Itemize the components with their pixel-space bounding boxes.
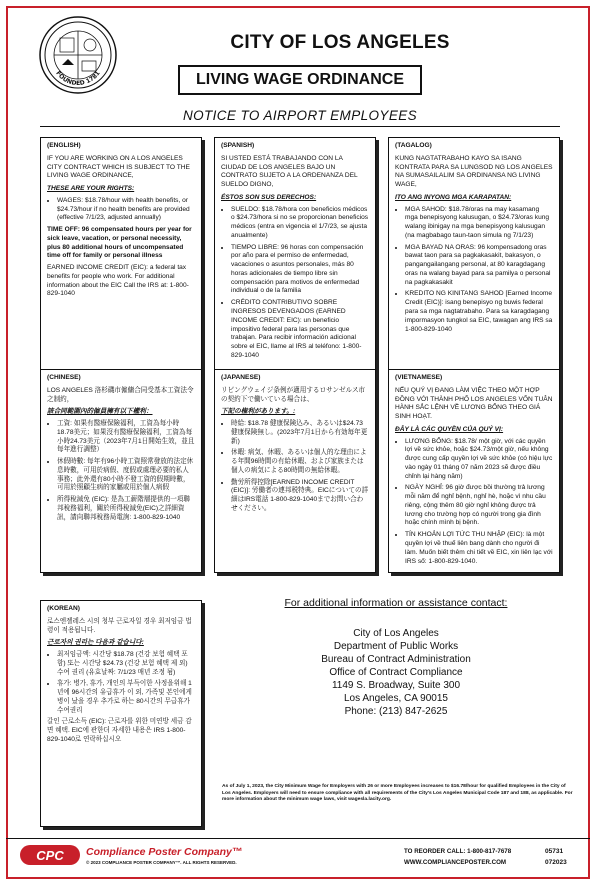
panel-korean [40, 600, 202, 827]
timeoff-item: • MGA BAYAD NA ORAS: 96 kompensadong oras bawat taon para sa pagkakasakit, bakasyon, o pangangailangang personal, at 80 karagdagang oras na walang bayad para sa pamilya o personal na pagkakasakit [405, 244, 553, 288]
wages-item: • WAGES: $18.78/hour with health benefits, or $24.73/hour if no health benefits are provided (effective 7/1/23, adjusted annually) [57, 197, 195, 223]
panel-english [40, 137, 202, 370]
website-link[interactable]: WWW.COMPLIANCEPOSTER.COM [404, 859, 507, 866]
eic-item: • TÍN KHOẢN LỢI TỨC THU NHẬP (EIC): là một quyền lợi về thuế liên bang dành cho người đi làm. Muốn biết thêm chi tiết về EIC, xin liên lạc với IRS số: 1-800-829-1040. [405, 531, 553, 566]
rights-heading: ĐÂY LÀ CÁC QUYỀN CỦA QUÝ VỊ: [395, 425, 504, 433]
city-seal-icon [38, 15, 118, 95]
timeoff-item: TIME OFF: 96 compensated hours per year for sick leave, vacation, or personal necessity, plus 80 additional hours of uncompensated time off for family or personal illness [47, 226, 192, 260]
poster-date: 072023 [545, 859, 567, 866]
timeoff-item: • 休假時數: 每年有96小時工資照常發放的法定休息時數，可用於病假、度假或處理必要的私人事務；此外還有80小時不發工資的假期時數，可用於照顧生病的家屬或用於個人病假 [57, 458, 195, 493]
notice-divider [40, 126, 560, 127]
footer-divider [6, 838, 590, 839]
panel-intro: LOS ANGELES 洛杉磯市僱傭合同受基本工資法令之制約， [47, 386, 194, 403]
panel-intro: IF YOU ARE WORKING ON A LOS ANGELES CITY CONTRACT WHICH IS SUBJECT TO THE LIVING WAGE ORDINANCE, [47, 154, 190, 180]
panel-spanish [214, 137, 376, 370]
wages-item: • LƯƠNG BỔNG: $18.78/ một giờ, với các quyền lợi về sức khỏe, hoặc $24.73/một giờ, nếu không được cung cấp quyền lợi về sức khỏe (có hiệu lực vào ngày 01 tháng 07 năm 2023 sẽ được điều chỉnh lại hàng năm) [405, 438, 553, 482]
contact-phone: Phone: (213) 847-2625 [344, 706, 448, 717]
panel-language: (CHINESE) [47, 374, 81, 381]
minimum-wage-footnote: As of July 1, 2023, the City Minimum Wage for Employers with 26 or more Employees increases to $16.78/hour for qualified Employees in the City of Los Angeles. Employers will need to ensure compliance with all requirements of the City's Los Angeles Municipal Code 187 and 188, as applicable. For more information about the minimum wage laws, visit wagesla.lacity.org. [222, 784, 573, 803]
timeoff-item: • TIEMPO LIBRE: 96 horas con compensación por año para el permiso de enfermedad, vacaciones o asuntos personales, más 80 horas adicionales de tiempo libre sin compensación para motivos de enfermedad individual o de la familia [231, 244, 369, 297]
contact-line: Bureau of Contract Administration [321, 654, 471, 665]
rights-heading: 下記の権利があります。: [221, 408, 296, 416]
page-title: CITY OF LOS ANGELES [230, 32, 450, 53]
panel-tagalog [388, 137, 560, 370]
ordinance-title: LIVING WAGE ORDINANCE [178, 65, 422, 95]
rights-heading: 該合同範圍內的僱員擁有以下權利： [47, 408, 153, 416]
wages-item: • 최저임금액: 시간당 $18.78 (건강 보험 혜택 포함) 또는 시간당 $24.73 (건강 보험 혜택 제 외) 수여 권리 (유효날짜: 7/1/23 매년 조정 됨) [57, 651, 195, 677]
rights-heading: ITO ANG INYONG MGA KARAPATAN: [395, 193, 512, 201]
contact-line: Department of Public Works [333, 641, 459, 652]
eic-item: • 所得稅減免 (EIC): 是為工薪階層提供的一項聯邦稅務福利，關於所得稅減免(EIC)之詳細資訊，請向聯邦稅務局電詢: 1-800-829-1040 [57, 496, 195, 522]
panel-language: (JAPANESE) [221, 374, 261, 381]
eic-item: • KREDITO NG KINITANG SAHOD [Earned Income Credit (EIC)]: isang benepisyo ng buwis federal para sa mga nagtatrabaho. Para sa karagdagang impormasyon tungkol sa EIC, tawagan ang IRS sa 1-800-829-1040 [405, 290, 553, 334]
rights-heading: THESE ARE YOUR RIGHTS: [47, 185, 135, 193]
panel-language: (KOREAN) [47, 605, 80, 612]
reorder-phone: TO REORDER CALL: 1-800-817-7678 [404, 848, 512, 855]
contact-line: Office of Contract Compliance [329, 667, 463, 678]
rights-heading: ÉSTOS SON SUS DERECHOS: [221, 193, 317, 201]
svg-text:FOUNDED 1781: FOUNDED 1781 [54, 69, 102, 88]
wages-item: • 時給: $18.78 健康保険込み、あるいは$24.73 健康保険無し。(2023年7月1日から有効毎年更新) [231, 420, 369, 446]
wages-item: • MGA SAHOD: $18.78/oras na may kasamang mga benepisyong kalusugan, o $24.73/oras kung walang ibinigay na mga benepisyong kalusugan (na magbabago taun-taon simula ng 7/1/23) [405, 206, 553, 241]
copyright-text: © 2023 COMPLIANCE POSTER COMPANY™. ALL RIGHTS RESERVED. [86, 860, 237, 865]
contact-heading: For additional information or assistance contact: [284, 597, 508, 609]
eic-item: • 勤労所得控除[EARNED INCOME CREDIT (EIC)]: 労働者の連邦税特典。EICについての詳細はIRS電話 1-800-829-1040までお問い合わせください。 [231, 479, 369, 514]
poster-code: 05731 [545, 848, 564, 855]
panel-language: (VIETNAMESE) [395, 374, 443, 381]
panel-vietnamese [388, 369, 560, 573]
panel-language: (SPANISH) [221, 142, 255, 149]
cpc-logo-icon [20, 844, 80, 866]
contact-line: Los Angeles, CA 90015 [344, 693, 448, 704]
panel-japanese [214, 369, 376, 573]
svg-text:CPC: CPC [36, 848, 64, 863]
panel-language: (TAGALOG) [395, 142, 432, 149]
eic-item: • CRÉDITO CONTRIBUTIVO SOBRE INGRESOS DEVENGADOS (EARNED INCOME CREDIT: EIC): un beneficio impositivo federal para las personas que trabajan. Para recibir información adicional sobre el EIC, llame al IRS al teléfono: 1-800-829-1040 [231, 299, 369, 360]
notice-heading: NOTICE TO AIRPORT EMPLOYEES [182, 108, 418, 123]
contact-block [216, 597, 576, 718]
panel-intro: 로스엔젤레스 시의 청부 근로자일 경우 최저임금 법령이 적용됩니다. [47, 617, 192, 634]
panel-intro: KUNG NAGTATRABAHO KAYO SA ISANG KONTRATA PARA SA LUNGSOD NG LOS ANGELES NA SUMASAILALIM SA ORDINANSA NG LIVING WAGE, [395, 154, 553, 189]
eic-item: EARNED INCOME CREDIT (EIC): a federal tax benefits for people who work. For additional information about the EIC Call the IRS at: 1-800-829-1040 [47, 264, 189, 298]
timeoff-item: • 休暇: 病気、休暇、あるいは個人的な理由による年間96時間の有給休暇、および家族または個人の病気による80時間の無給休暇。 [231, 449, 369, 475]
eic-item: 갈인 근로소득 (EIC): 근로자를 위한 미연방 세금 감면 혜택. EIC에 관한더 자세한 내용은 IRS 1-800-829-1040로 연락하십시오 [47, 718, 192, 743]
contact-line: 1149 S. Broadway, Suite 300 [331, 680, 461, 691]
wages-item: • SUELDO: $18.78/hora con beneficios médicos o $24.73/hora si no se proporcionan beneficios médicos (entra en vigencia el 1/7/23, se ajusta anualmente) [231, 206, 369, 241]
panel-intro: リビングウェイジ条例が適用するロサンゼルス市の契約下で働いている場合は、 [221, 386, 366, 403]
company-name: Compliance Poster Company™ [86, 846, 243, 858]
panel-language: (ENGLISH) [47, 142, 81, 149]
timeoff-item: • 휴가: 병가, 휴가, 개인의 부득이한 사정을위해 1년에 96시간의 유급휴가 이 외, 가족및 본인에게 병이 났을 경우 추가로 하는 80시간의 무급휴가 수여권리 [57, 680, 195, 715]
panel-intro: SI USTED ESTÁ TRABAJANDO CON LA CIUDAD DE LOS ANGELES BAJO UN CONTRATO SUJETO A LA ORDENANZA DEL SUELDO DIGNO, [221, 154, 358, 189]
contact-line: City of Los Angeles [353, 628, 439, 639]
wages-item: • 工資: 如果有醫療保險福利，工資為每小時18.78美元；如果沒有醫療保險福利，工資為每小時24.73美元（2023年7月1日開始生效，並且每年進行調整） [57, 420, 195, 455]
timeoff-item: • NGÀY NGHỈ: 96 giờ được bồi thường trả lương mỗi năm để nghỉ bệnh, nghỉ hè, hoặc vì nhu cầu riêng, cộng thêm 80 giờ nghỉ không được trả lương cho trường hợp có người trong gia đình hoặc chính mình bị bệnh. [405, 484, 553, 528]
panel-intro: NẾU QUÝ VỊ ĐANG LÀM VIỆC THEO MỘT HỢP ĐỒNG VỚI THÀNH PHỐ LOS ANGELES VỐN TUÂN HÀNH SẮC LỆNH VỀ LƯƠNG BỔNG THEO GIÁ SINH HOẠT. [395, 386, 553, 421]
rights-heading: 근로자의 권리는 다음과 같습니다: [47, 639, 144, 647]
panel-chinese [40, 369, 202, 573]
